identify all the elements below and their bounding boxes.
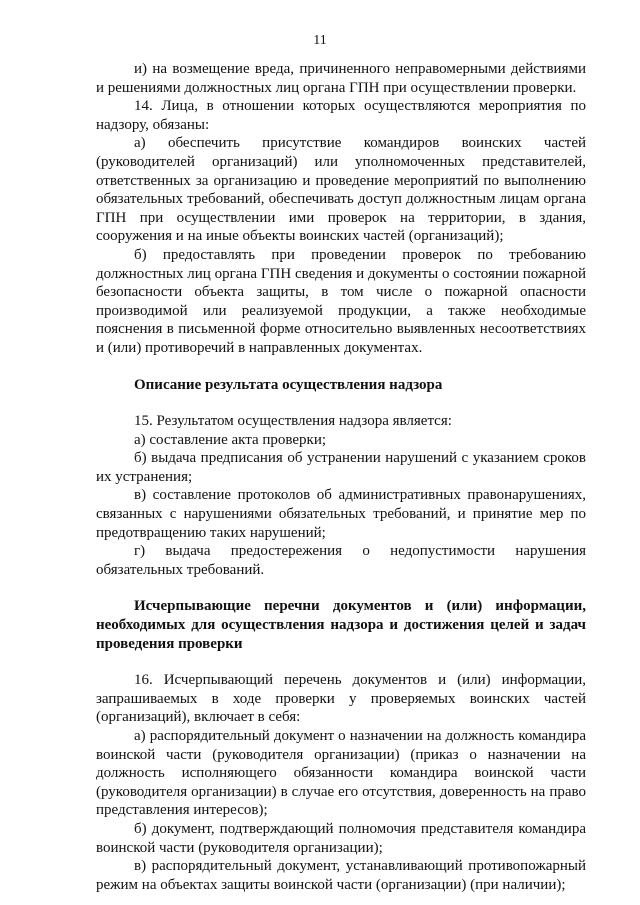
paragraph-14a: а) обеспечить присутствие командиров воинских частей (руководителей организаций) или уполномоченных представителей, ответственных за организацию и проведение мероприятий по выполнению обязательных требований, обеспечивать доступ должностным лицам органа ГПН при осуществлении ими проверок на территории, в здания, сооружения и на иные объекты воинских частей (организаций);	[96, 135, 586, 245]
paragraph-16b: б) документ, подтверждающий полномочия представителя командира воинской части (руководителя организации);	[96, 820, 586, 856]
paragraph-15v: в) составление протоколов об административных правонарушениях, связанных с нарушениями обязательных требований, и принятие мер по предотвращению таких нарушений;	[96, 487, 586, 541]
paragraph-16a: а) распорядительный документ о назначении на должность командира воинской части (руководителя организации) (приказ о назначении на должность исполняющего обязанности командира воинской части (руководителя организации) в случае его отсутствия, доверенность на право представления интересов);	[96, 728, 586, 819]
section-heading-result: Описание результата осуществления надзора	[134, 376, 443, 393]
paragraph-15g: г) выдача предостережения о недопустимости нарушения обязательных требований.	[96, 543, 586, 578]
section-heading-documents: Исчерпывающие перечни документов и (или) информации, необходимых для осуществления надзора и достижения целей и задач проведения проверки	[96, 598, 586, 652]
paragraph-16: 16. Исчерпывающий перечень документов и (или) информации, запрашиваемых в ходе проверки у проверяемых воинских частей (организаций), включает в себя:	[96, 672, 586, 726]
paragraph-16v: в) распорядительный документ, устанавливающий противопожарный режим на объектах защиты воинской части (организации) (при наличии);	[96, 858, 586, 893]
document-body	[96, 60, 586, 894]
paragraph-15b: б) выдача предписания об устранении нарушений с указанием сроков их устранения;	[96, 450, 586, 485]
paragraph-14: 14. Лица, в отношении которых осуществляются мероприятия по надзору, обязаны:	[96, 98, 586, 133]
paragraph-15a: а) составление акта проверки;	[134, 431, 327, 448]
paragraph-15: 15. Результатом осуществления надзора является:	[134, 413, 452, 430]
page-number: 11	[313, 33, 327, 48]
paragraph-14b: б) предоставлять при проведении проверок по требованию должностных лиц органа ГПН сведения и документы о состоянии пожарной безопасности объекта защиты, в том числе о пожарной опасности производимой или реализуемой продукции, а также необходимые пояснения в письменной форме относительно выявленных несоответствиях и (или) противоречий в направленных документах.	[96, 246, 586, 356]
paragraph-item-i: и) на возмещение вреда, причиненного неправомерными действиями и решениями должностных лиц органа ГПН при осуществлении проверки.	[96, 61, 586, 96]
